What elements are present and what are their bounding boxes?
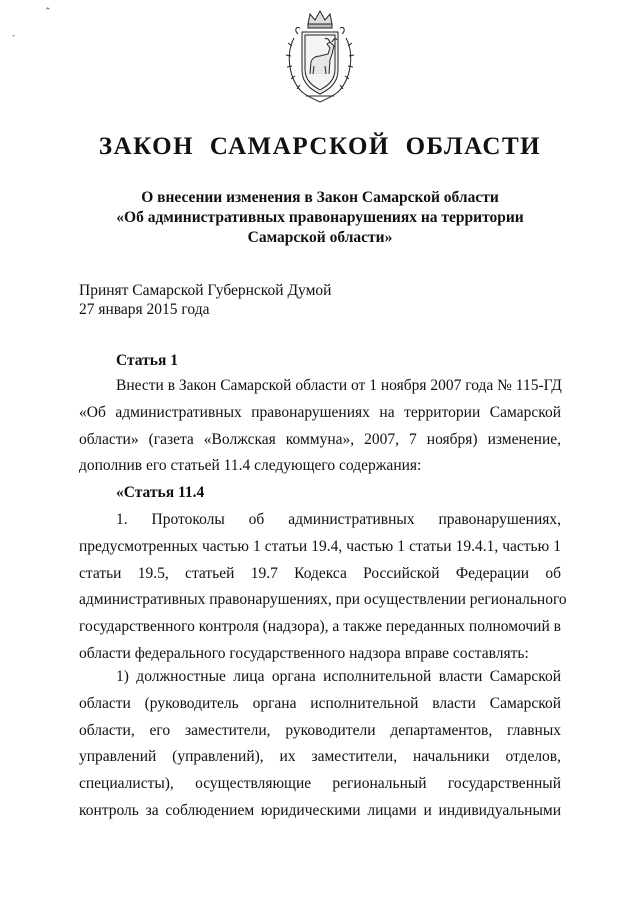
text-line: области федерального государственного надзора вправе составлять: <box>79 644 529 662</box>
article-11-4-heading: «Статья 11.4 <box>116 484 205 501</box>
subject-line: О внесении изменения в Закон Самарской области <box>141 189 499 206</box>
text-line: Внести в Закон Самарской области от 1 ноября 2007 года № 115-ГД <box>116 377 562 394</box>
text-line: области, его заместители, руководители департаментов, главных <box>79 721 561 739</box>
scan-mark: ⌃ <box>44 6 52 16</box>
article-1-text <box>79 373 561 480</box>
text-line: 1) должностные лица органа исполнительной власти Самарской <box>116 668 561 685</box>
text-line: 1. Протоколы об административных правонарушениях, <box>116 511 561 528</box>
text-line: дополнив его статьей 11.4 следующего содержания: <box>79 457 422 475</box>
text-line: области» (газета «Волжская коммуна», 2007, 7 ноября) изменение, <box>79 430 561 448</box>
text-line: специалисты), осуществляющие региональный государственный <box>79 775 561 793</box>
law-subject <box>80 188 560 248</box>
text-line: предусмотренных частью 1 статьи 19.4, частью 1 статьи 19.4.1, частью 1 <box>79 537 561 555</box>
law-title: ЗАКОН САМАРСКОЙ ОБЛАСТИ <box>98 133 542 160</box>
article-1-heading: Статья 1 <box>116 352 178 369</box>
text-line: административных правонарушениях, при осуществлении регионального <box>79 591 567 609</box>
subject-line: «Об административных правонарушениях на территории <box>116 209 524 226</box>
adoption-body: Принят Самарской Губернской Думой <box>79 282 332 299</box>
text-line: контроль за соблюдением юридическими лицами и индивидуальными <box>79 801 561 819</box>
text-line: государственного контроля (надзора), а также переданных полномочий в <box>79 618 561 636</box>
scan-mark: - <box>12 30 15 40</box>
article-11-4-item-1 <box>79 664 561 825</box>
text-line: статьи 19.5, статьей 19.7 Кодекса Российской Федерации об <box>79 564 561 582</box>
article-11-4-part-1 <box>79 507 567 668</box>
adoption-info <box>79 281 331 319</box>
text-line: «Об административных правонарушениях на территории Самарской <box>79 403 561 421</box>
text-line: области (руководитель органа исполнительной власти Самарской <box>79 694 561 712</box>
subject-line: Самарской области» <box>247 229 393 246</box>
adoption-date: 27 января 2015 года <box>79 301 210 318</box>
text-line: управлений (управлений), их заместители, начальники отделов, <box>79 748 561 766</box>
samara-region-coat-of-arms-icon <box>280 8 360 104</box>
